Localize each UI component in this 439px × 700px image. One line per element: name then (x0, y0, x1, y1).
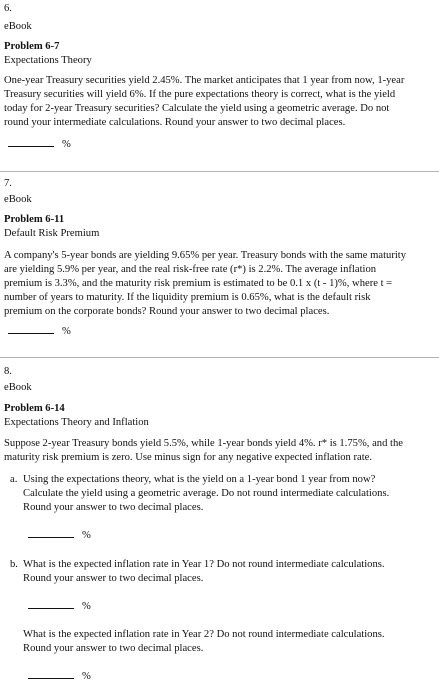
ebook-link[interactable]: eBook (4, 382, 32, 393)
question-divider (0, 357, 439, 358)
problem-subtitle: Expectations Theory and Inflation (4, 417, 149, 428)
percent-unit: % (82, 601, 91, 612)
part-text (23, 628, 423, 656)
text-line: Round your answer to two decimal places. (23, 643, 204, 654)
text-line: What is the expected inflation rate in Year 1? Do not round intermediate calculations. (23, 559, 385, 570)
percent-unit: % (62, 326, 71, 337)
answer-input[interactable] (8, 324, 54, 334)
text-line: Round your answer to two decimal places. (23, 502, 204, 513)
answer-row (8, 137, 71, 152)
text-line: are yielding 5.9% per year, and the real risk-free rate (r*) is 2.2%. The average inflation (4, 264, 377, 275)
text-line: today for 2-year Treasury securities? Calculate the yield using a geometric average. Do not (4, 103, 390, 114)
problem-title: Problem 6-7 (4, 41, 60, 52)
text-line: premium is 3.3%, and the maturity risk premium is estimated to be 0.1 x (t - 1)%, where t = (4, 278, 393, 289)
answer-input[interactable] (8, 137, 54, 147)
percent-unit: % (82, 530, 91, 541)
part-label: a. (10, 474, 18, 485)
text-line: A company's 5-year bonds are yielding 9.65% per year. Treasury bonds with the same maturity (4, 250, 407, 261)
part-text (23, 558, 423, 586)
question-divider (0, 171, 439, 172)
text-line: Treasury securities will yield 6%. If the pure expectations theory is correct, what is the yield (4, 89, 396, 100)
text-line: What is the expected inflation rate in Year 2? Do not round intermediate calculations. (23, 629, 385, 640)
ebook-link[interactable]: eBook (4, 21, 32, 32)
problem-subtitle: Default Risk Premium (4, 228, 100, 239)
answer-input[interactable] (28, 528, 74, 538)
problem-text (4, 437, 434, 465)
problem-title: Problem 6-14 (4, 403, 65, 414)
text-line: round your intermediate calculations. Round your answer to two decimal places. (4, 117, 346, 128)
text-line: Suppose 2-year Treasury bonds yield 5.5%, while 1-year bonds yield 4%. r* is 1.75%, and the (4, 438, 403, 449)
text-line: number of years to maturity. If the liquidity premium is 0.65%, what is the default risk (4, 292, 371, 303)
text-line: premium on the corporate bonds? Round your answer to two decimal places. (4, 306, 330, 317)
text-line: Using the expectations theory, what is the yield on a 1-year bond 1 year from now? (23, 474, 376, 485)
question-number: 6. (4, 3, 12, 14)
percent-unit: % (62, 139, 71, 150)
answer-row (28, 599, 91, 614)
answer-input[interactable] (28, 599, 74, 609)
answer-row (8, 324, 71, 339)
problem-text (4, 249, 434, 319)
problem-title: Problem 6-11 (4, 214, 65, 225)
answer-input[interactable] (28, 669, 74, 679)
problem-subtitle: Expectations Theory (4, 55, 92, 66)
text-line: maturity risk premium is zero. Use minus sign for any negative expected inflation rate. (4, 452, 373, 463)
answer-row (28, 669, 91, 684)
part-text (23, 473, 423, 515)
ebook-link[interactable]: eBook (4, 194, 32, 205)
problem-text (4, 74, 434, 130)
text-line: Calculate the yield using a geometric average. Do not round intermediate calculations. (23, 488, 390, 499)
percent-unit: % (82, 671, 91, 682)
text-line: One-year Treasury securities yield 2.45%. The market anticipates that 1 year from now, 1-year (4, 75, 405, 86)
question-number: 7. (4, 178, 12, 189)
answer-row (28, 528, 91, 543)
part-label: b. (10, 559, 18, 570)
question-number: 8. (4, 366, 12, 377)
text-line: Round your answer to two decimal places. (23, 573, 204, 584)
